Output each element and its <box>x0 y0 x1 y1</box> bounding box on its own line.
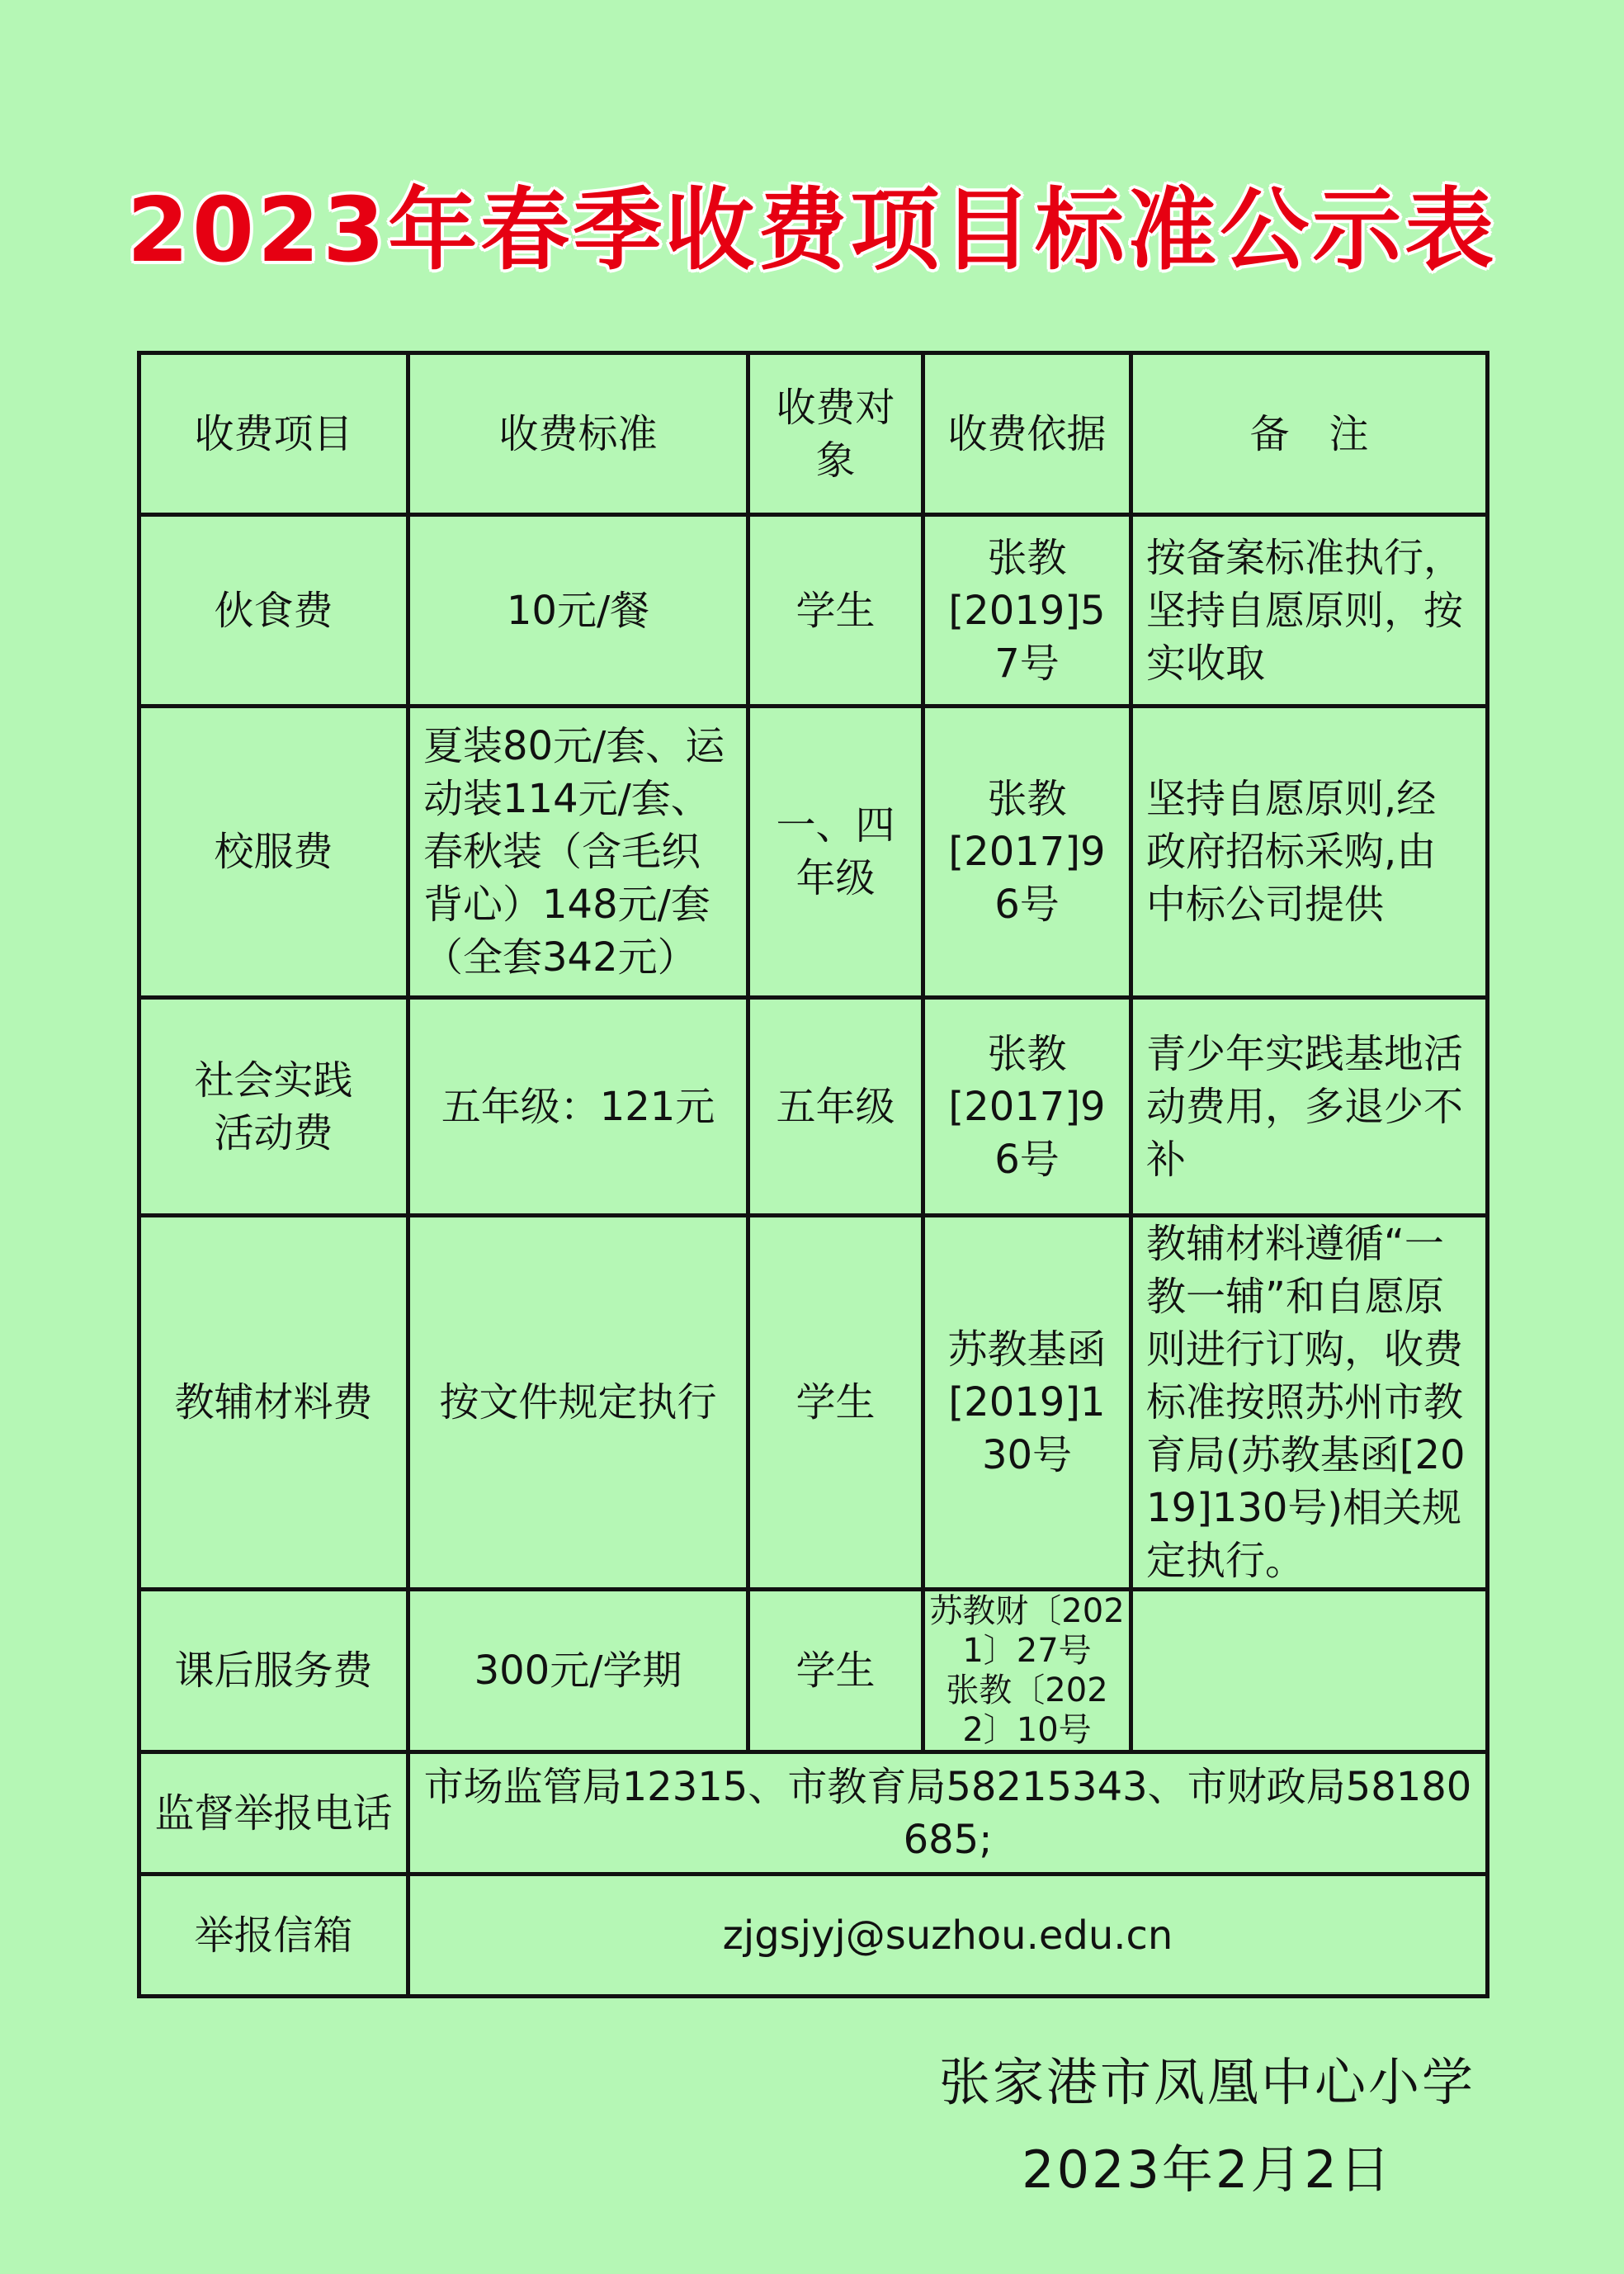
row-target: 学生 <box>748 515 923 707</box>
row-target: 学生 <box>748 1590 923 1752</box>
mailbox-value: zjgsjyj@suzhou.edu.cn <box>408 1875 1488 1997</box>
row-basis-line: 张教 <box>987 1030 1067 1077</box>
row-basis-line: 苏教财〔2021〕27号 <box>929 1592 1125 1670</box>
row-note: 坚持自愿原则,经政府招标采购,由中标公司提供 <box>1131 707 1488 998</box>
table-header-row <box>139 353 1488 515</box>
row-target: 一、四年级 <box>748 707 923 998</box>
row-note: 按备案标准执行，坚持自愿原则，按实收取 <box>1131 515 1488 707</box>
row-basis <box>923 998 1131 1216</box>
row-standard: 五年级：121元 <box>408 998 748 1216</box>
row-basis-line: 张教 <box>987 534 1067 581</box>
page-title: 2023年春季收费项目标准公示表 <box>126 179 1498 282</box>
row-target: 五年级 <box>748 998 923 1216</box>
row-basis-line: 张教 <box>987 776 1067 822</box>
row-item: 教辅材料费 <box>139 1216 408 1590</box>
fee-table <box>137 351 1489 1998</box>
row-basis-line: 张教〔2022〕10号 <box>946 1671 1108 1749</box>
hotline-value: 市场监管局12315、市教育局58215343、市财政局58180685; <box>408 1752 1488 1875</box>
row-standard: 10元/餐 <box>408 515 748 707</box>
header-basis: 收费依据 <box>923 353 1131 515</box>
mailbox-row <box>139 1875 1488 1997</box>
row-item-line: 活动费 <box>214 1109 333 1156</box>
row-basis-line: [2017]96号 <box>948 829 1106 928</box>
row-note <box>1131 1590 1488 1752</box>
row-item-line: 社会实践 <box>194 1057 353 1104</box>
school-name: 张家港市凤凰中心小学 <box>938 2052 1475 2112</box>
row-basis <box>923 1590 1131 1752</box>
row-item <box>139 998 408 1216</box>
mailbox-label: 举报信箱 <box>139 1875 408 1997</box>
row-basis <box>923 1216 1131 1590</box>
header-item: 收费项目 <box>139 353 408 515</box>
table-row <box>139 1216 1488 1590</box>
row-basis-line: [2019]130号 <box>948 1379 1106 1478</box>
issue-date: 2023年2月2日 <box>1022 2139 1393 2200</box>
header-note: 备 注 <box>1131 353 1488 515</box>
table-row <box>139 998 1488 1216</box>
hotline-label: 监督举报电话 <box>139 1752 408 1875</box>
row-basis <box>923 515 1131 707</box>
row-basis-line: [2017]96号 <box>948 1083 1106 1183</box>
header-target: 收费对象 <box>748 353 923 515</box>
row-basis <box>923 707 1131 998</box>
row-note: 青少年实践基地活动费用，多退少不补 <box>1131 998 1488 1216</box>
signature-block <box>939 2039 1475 2214</box>
row-standard: 300元/学期 <box>408 1590 748 1752</box>
row-basis-line: 苏教基函 <box>947 1326 1107 1373</box>
row-basis-line: [2019]57号 <box>948 587 1106 687</box>
row-note: 教辅材料遵循“一教一辅”和自愿原则进行订购，收费标准按照苏州市教育局(苏教基函[2019]130号)相关规定执行。 <box>1131 1216 1488 1590</box>
header-standard: 收费标准 <box>408 353 748 515</box>
table-row <box>139 1590 1488 1752</box>
row-item: 校服费 <box>139 707 408 998</box>
row-target: 学生 <box>748 1216 923 1590</box>
table-row <box>139 515 1488 707</box>
row-standard: 按文件规定执行 <box>408 1216 748 1590</box>
hotline-row <box>139 1752 1488 1875</box>
row-item: 伙食费 <box>139 515 408 707</box>
table-row <box>139 707 1488 998</box>
row-standard: 夏装80元/套、运动装114元/套、春秋装（含毛织背心）148元/套（全套342元） <box>408 707 748 998</box>
row-item: 课后服务费 <box>139 1590 408 1752</box>
